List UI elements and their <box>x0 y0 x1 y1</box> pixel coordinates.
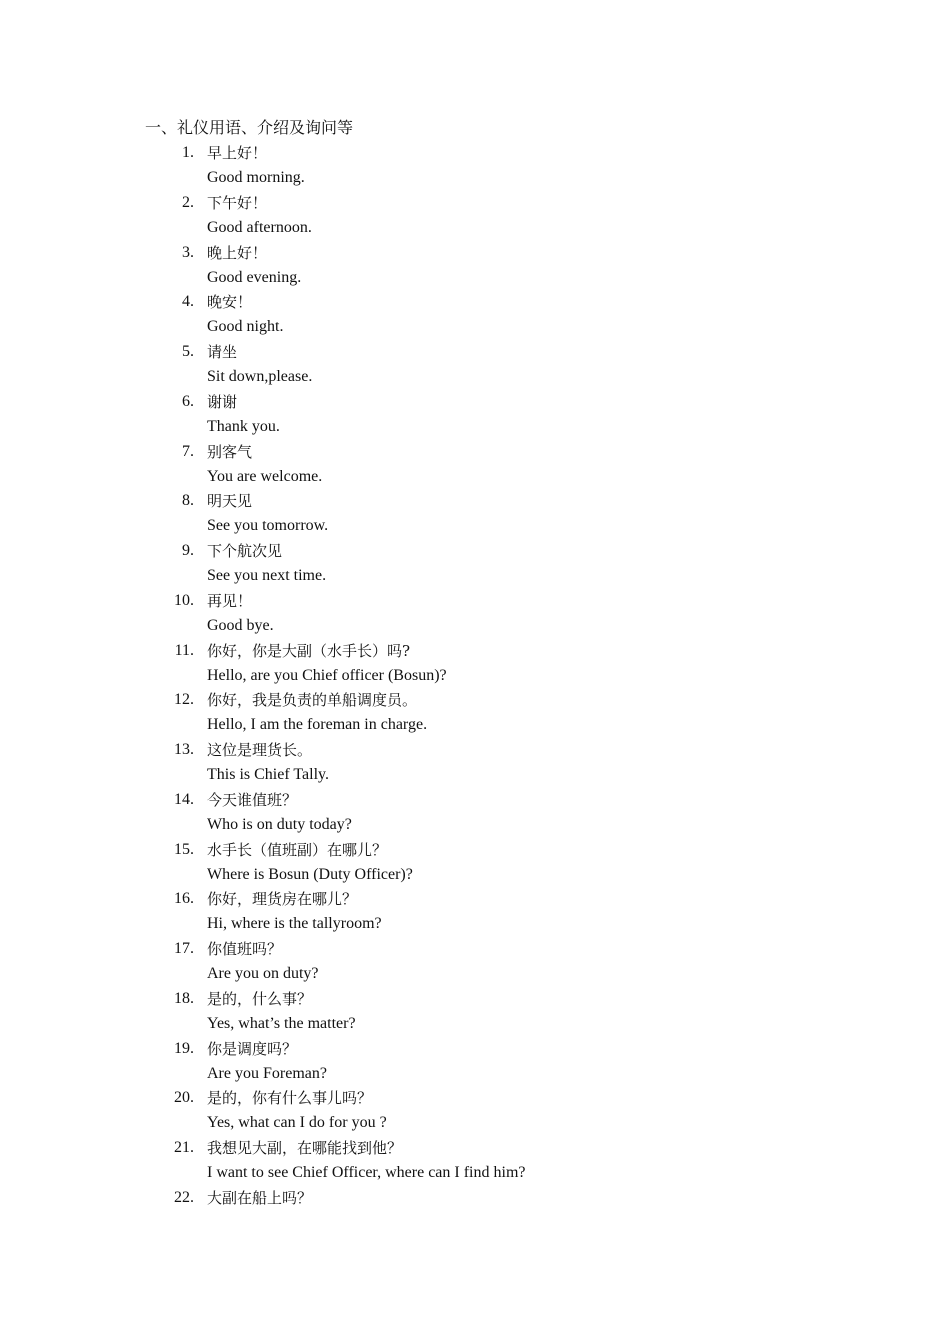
item-number: 2. <box>182 193 194 211</box>
english-translation: Hello, are you Chief officer (Bosun)? <box>207 666 447 684</box>
english-translation: Yes, what can I do for you ? <box>207 1114 387 1132</box>
phrase-item <box>0 390 950 440</box>
phrase-item <box>0 539 950 589</box>
phrase-list <box>0 141 950 1236</box>
english-translation: Hi, where is the tallyroom? <box>207 915 382 933</box>
chinese-phrase: 谢谢 <box>207 392 238 411</box>
chinese-phrase: 别客气 <box>207 442 253 461</box>
item-number: 18. <box>174 989 194 1007</box>
phrase-item <box>0 290 950 340</box>
english-translation: I want to see Chief Officer, where can I find him? <box>207 1164 526 1181</box>
chinese-phrase: 请坐 <box>207 343 238 361</box>
english-translation: Good evening. <box>207 268 302 286</box>
phrase-item <box>0 937 950 987</box>
phrase-item <box>0 788 950 838</box>
english-translation: Are you on duty? <box>207 965 319 982</box>
item-number: 10. <box>174 591 194 609</box>
english-translation: Where is Bosun (Duty Officer)? <box>207 865 413 883</box>
phrase-item <box>0 1037 950 1087</box>
item-number: 3. <box>182 243 194 261</box>
english-translation: Sit down,please. <box>207 368 313 385</box>
item-number: 13. <box>174 741 194 758</box>
english-translation: Are you Foreman? <box>207 1064 327 1082</box>
item-number: 5. <box>182 343 194 360</box>
item-number: 17. <box>174 940 194 957</box>
phrase-item <box>0 589 950 639</box>
item-number: 11. <box>174 641 194 659</box>
chinese-phrase: 这位是理货长。 <box>207 741 313 759</box>
item-number: 15. <box>174 840 194 858</box>
chinese-phrase: 是的，什么事？ <box>207 989 313 1008</box>
english-translation: Good morning. <box>207 169 305 186</box>
phrase-item <box>0 887 950 937</box>
phrase-item <box>0 738 950 788</box>
english-translation: Thank you. <box>207 417 280 435</box>
english-translation: See you next time. <box>207 567 327 584</box>
chinese-phrase: 水手长（值班副）在哪儿？ <box>207 840 388 859</box>
chinese-phrase: 你好，理货房在哪儿？ <box>207 890 358 909</box>
item-number: 1. <box>182 144 194 161</box>
english-translation: Hello, I am the foreman in charge. <box>207 716 428 734</box>
item-number: 9. <box>182 542 194 559</box>
english-translation: You are welcome. <box>207 467 323 485</box>
item-number: 19. <box>174 1039 194 1057</box>
phrase-item <box>0 688 950 738</box>
english-translation: Good afternoon. <box>207 218 312 236</box>
item-number: 12. <box>174 691 194 709</box>
section-heading: 一、礼仪用语、介绍及询问等 <box>145 118 354 137</box>
phrase-item <box>0 838 950 888</box>
chinese-phrase: 我想见大副，在哪能找到他？ <box>207 1139 403 1157</box>
phrase-item <box>0 639 950 689</box>
item-number: 4. <box>182 293 194 311</box>
item-number: 21. <box>174 1139 194 1156</box>
chinese-phrase: 你好，我是负责的单船调度员。 <box>207 691 418 710</box>
chinese-phrase: 下个航次见 <box>207 542 283 560</box>
phrase-item <box>0 191 950 241</box>
item-number: 6. <box>182 392 194 410</box>
phrase-item <box>0 141 950 191</box>
phrase-item <box>0 1086 950 1136</box>
chinese-phrase: 明天见 <box>207 492 253 511</box>
item-number: 14. <box>174 790 194 808</box>
english-translation: Yes, what’s the matter? <box>207 1014 356 1032</box>
chinese-phrase: 下午好！ <box>207 193 268 212</box>
chinese-phrase: 你是调度吗？ <box>207 1039 298 1058</box>
chinese-phrase: 晚安！ <box>207 293 253 312</box>
item-number: 22. <box>174 1188 194 1206</box>
item-number: 8. <box>182 492 194 510</box>
chinese-phrase: 你好，你是大副（水手长）吗? <box>207 641 411 660</box>
english-translation: Good bye. <box>207 616 274 634</box>
chinese-phrase: 你值班吗？ <box>207 940 283 958</box>
chinese-phrase: 早上好！ <box>207 144 268 162</box>
chinese-phrase: 今天谁值班？ <box>207 790 298 809</box>
phrase-item <box>0 489 950 539</box>
item-number: 7. <box>182 442 194 460</box>
chinese-phrase: 大副在船上吗？ <box>207 1188 313 1207</box>
phrase-item <box>0 440 950 490</box>
phrase-item <box>0 1186 950 1236</box>
phrase-item <box>0 987 950 1037</box>
chinese-phrase: 晚上好！ <box>207 243 268 262</box>
phrase-item <box>0 1136 950 1186</box>
item-number: 20. <box>174 1089 194 1107</box>
phrase-item <box>0 241 950 291</box>
item-number: 16. <box>174 890 194 908</box>
english-translation: See you tomorrow. <box>207 517 329 535</box>
chinese-phrase: 再见！ <box>207 591 253 610</box>
english-translation: Good night. <box>207 318 284 336</box>
english-translation: Who is on duty today? <box>207 815 352 833</box>
english-translation: This is Chief Tally. <box>207 766 329 783</box>
chinese-phrase: 是的，你有什么事儿吗？ <box>207 1089 373 1108</box>
phrase-item <box>0 340 950 390</box>
